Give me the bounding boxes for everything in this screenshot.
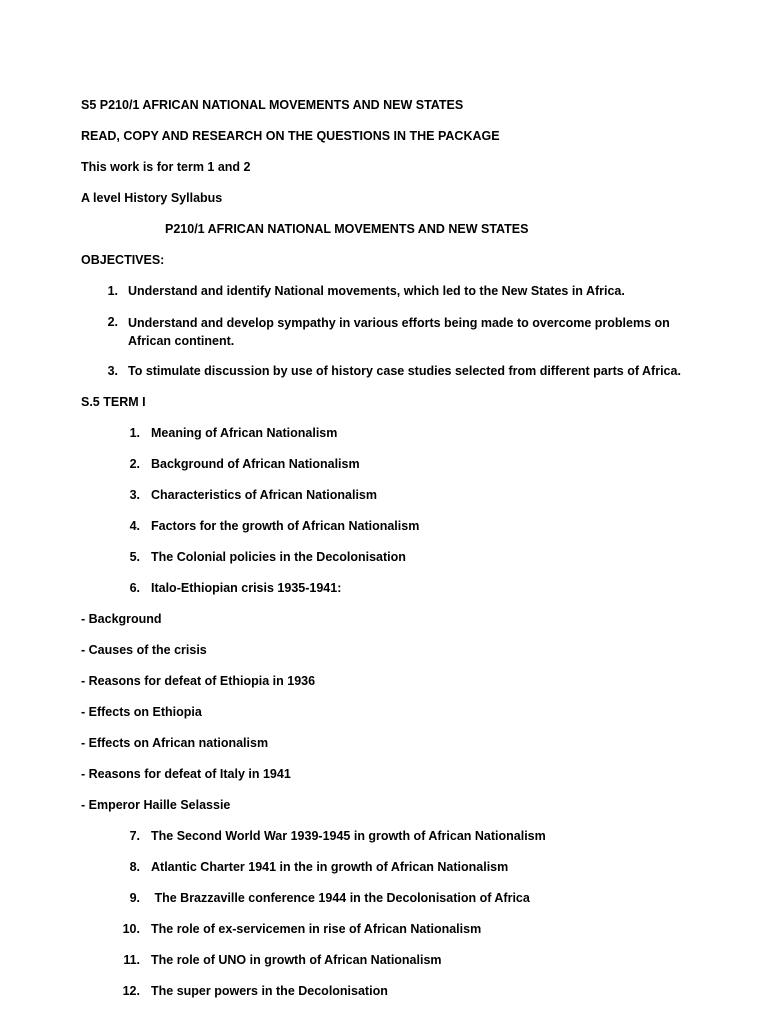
list-text: Atlantic Charter 1941 in the in growth of African Nationalism (151, 860, 509, 874)
syllabus-line: A level History Syllabus (81, 191, 223, 205)
list-number: 8. (129, 860, 140, 874)
paper-title: P210/1 AFRICAN NATIONAL MOVEMENTS AND NEW STATES (165, 222, 529, 236)
subtopic-item: - Reasons for defeat of Ethiopia in 1936 (81, 674, 316, 688)
list-text: To stimulate discussion by use of history case studies selected from different parts of Africa. (128, 364, 681, 378)
subtopic-item: - Effects on Ethiopia (81, 705, 202, 719)
list-number: 1. (107, 284, 118, 298)
list-number: 3. (107, 364, 118, 378)
list-number: 5. (129, 550, 140, 564)
list-text: Background of African Nationalism (151, 457, 360, 471)
list-number: 1. (129, 426, 140, 440)
list-text: Factors for the growth of African Nationalism (151, 519, 420, 533)
list-text: Understand and identify National movements, which led to the New States in Africa. (128, 284, 625, 298)
term-heading: S.5 TERM I (81, 395, 146, 409)
term-note: This work is for term 1 and 2 (81, 160, 251, 174)
list-number: 3. (129, 488, 140, 502)
list-number: 6. (129, 581, 140, 595)
list-text: Characteristics of African Nationalism (151, 488, 377, 502)
objectives-heading: OBJECTIVES: (81, 253, 165, 267)
list-number: 9. (129, 891, 140, 905)
document-title: S5 P210/1 AFRICAN NATIONAL MOVEMENTS AND NEW STATES (81, 98, 464, 112)
subtopic-item: - Causes of the crisis (81, 643, 207, 657)
list-number: 7. (129, 829, 140, 843)
list-text: The Second World War 1939-1945 in growth of African Nationalism (151, 829, 546, 843)
list-number: 4. (129, 519, 140, 533)
list-number: 12. (122, 984, 140, 998)
list-text: The role of ex-servicemen in rise of African Nationalism (151, 922, 482, 936)
list-text: Understand and develop sympathy in various efforts being made to overcome problems on African continent. (128, 316, 670, 348)
list-text: The super powers in the Decolonisation (151, 984, 388, 998)
list-text: The Colonial policies in the Decolonisation (151, 550, 406, 564)
subtopic-item: - Background (81, 612, 162, 626)
list-number: 2. (129, 457, 140, 471)
list-text: The role of UNO in growth of African Nationalism (151, 953, 442, 967)
subtopic-item: - Reasons for defeat of Italy in 1941 (81, 767, 291, 781)
list-text: Meaning of African Nationalism (151, 426, 338, 440)
subtopic-item: - Emperor Haille Selassie (81, 798, 231, 812)
list-number: 2. (107, 315, 118, 329)
list-number: 10. (122, 922, 140, 936)
list-text: The Brazzaville conference 1944 in the Decolonisation of Africa (151, 891, 530, 905)
instruction-line: READ, COPY AND RESEARCH ON THE QUESTIONS IN THE PACKAGE (81, 129, 500, 143)
list-text: Italo-Ethiopian crisis 1935-1941: (151, 581, 342, 595)
list-number: 11. (123, 953, 140, 967)
subtopic-item: - Effects on African nationalism (81, 736, 269, 750)
